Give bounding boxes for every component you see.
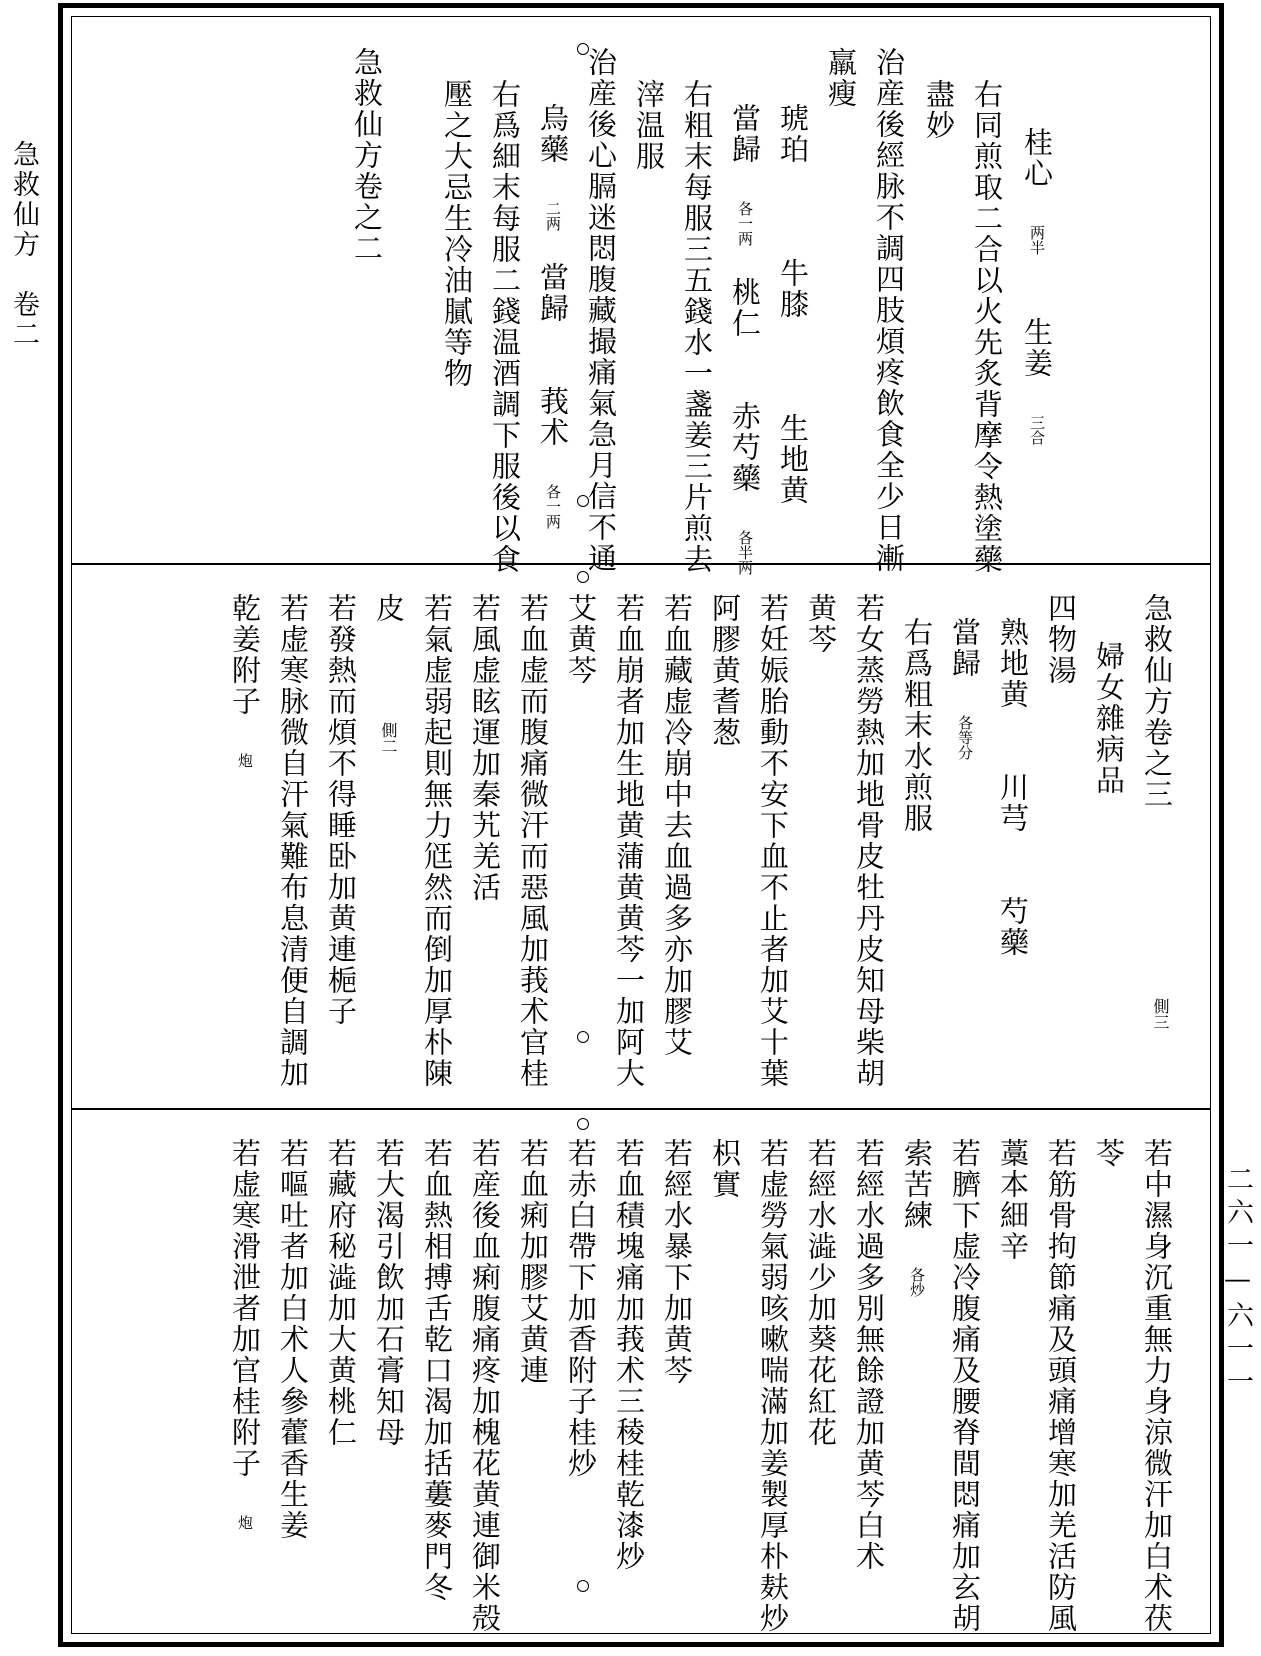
annotation-note: 各等分 xyxy=(956,715,974,760)
annotation-note: 炮 xyxy=(236,1515,254,1530)
text-column: 若風虚眩運加秦艽羌活 xyxy=(468,593,502,903)
text-column: 若産後血痢腹痛疼加槐花黄連御米殻 xyxy=(468,1138,502,1634)
annotation-note: 各炒 xyxy=(908,1267,926,1297)
text-column: 若血熱相搏舌乾口渴加括蔞麥門冬 xyxy=(420,1138,454,1603)
annotation-note: 各一两 xyxy=(736,201,754,246)
circle-mark xyxy=(577,1118,589,1130)
text-column: 黄芩 xyxy=(804,593,838,655)
text-column: 苓 xyxy=(1092,1138,1126,1169)
text-column: 藁本細辛 xyxy=(996,1138,1030,1262)
text-column: 治産後經脉不調四肢煩疼飲食全少日漸 xyxy=(872,47,906,574)
annotation-note: 各半两 xyxy=(736,530,754,575)
left-margin-header: 急救仙方 卷二 xyxy=(8,140,39,350)
text-column: 婦女雜病品 xyxy=(1092,641,1126,796)
text-column: 右粗末每服三五錢水一盞姜三片煎去 xyxy=(680,79,714,575)
text-column: 若經水暴下加黄芩 xyxy=(660,1138,694,1386)
text-column: 艾黄芩 xyxy=(564,593,598,686)
side-note: 側二 xyxy=(379,722,398,754)
circle-mark xyxy=(577,1031,589,1043)
text-column: 右爲細末每服二錢温酒調下服後以食 xyxy=(488,79,522,575)
panel-bottom xyxy=(72,1110,1210,1633)
text-column: 急救仙方卷之二 xyxy=(350,47,384,264)
text-column: 若血痢加膠艾黄連 xyxy=(516,1138,550,1386)
panel-middle xyxy=(72,565,1210,1110)
text-column: 治産後心膈迷悶腹藏撮痛氣急月信不通 xyxy=(584,47,618,574)
text-column: 若臍下虚冷腹痛及腰脊間悶痛加玄胡 xyxy=(948,1138,982,1634)
text-column: 若虚勞氣弱咳嗽喘滿加姜製厚朴麸炒 xyxy=(756,1138,790,1634)
text-column: 若筋骨拘節痛及頭痛增寒加羌活防風 xyxy=(1044,1138,1078,1634)
text-column: 當歸 各等分 xyxy=(948,617,982,760)
text-column: 羸瘦 xyxy=(824,47,858,109)
annotation-note: 各一两 xyxy=(544,484,562,529)
text-column: 右同煎取二合以火先炙背摩令熱塗藥 xyxy=(970,79,1004,575)
annotation-note: 炮 xyxy=(236,753,254,768)
text-column: 若發熱而煩不得睡卧加黄連梔子 xyxy=(324,593,358,1027)
text-column: 若嘔吐者加白术人參藿香生姜 xyxy=(276,1138,310,1541)
text-column: 阿膠黄耆葱 xyxy=(708,593,742,748)
text-column: 盡妙 xyxy=(922,79,956,141)
text-column: 若血崩者加生地黄蒲黄黄芩一加阿大 xyxy=(612,593,646,1089)
text-column: 若血藏虚冷崩中去血過多亦加膠艾 xyxy=(660,593,694,1058)
text-column: 索苦練 各炒 xyxy=(900,1138,934,1297)
text-column: 右爲粗末水煎服 xyxy=(900,617,934,834)
circle-mark xyxy=(577,571,589,583)
annotation-note: 三合 xyxy=(1028,415,1046,445)
side-note: 側三 xyxy=(1151,998,1170,1030)
text-column: 若女蒸勞熱加地骨皮牡丹皮知母柴胡 xyxy=(852,593,886,1089)
text-column: 四物湯 xyxy=(1044,593,1078,686)
text-column: 若虚寒脉微自汗氣難布息清便自調加 xyxy=(276,593,310,1089)
panel-top xyxy=(72,17,1210,575)
text-column: 若中濕身沉重無力身涼微汗加白术茯 xyxy=(1140,1138,1174,1634)
annotation-note: 两半 xyxy=(1028,225,1046,255)
text-column: 皮 xyxy=(372,593,406,624)
text-column: 若血積塊痛加莪术三稜桂乾漆炒 xyxy=(612,1138,646,1572)
annotation-note: 二两 xyxy=(544,201,562,231)
text-column: 若藏府秘澁加大黄桃仁 xyxy=(324,1138,358,1448)
text-column: 若經水澁少加葵花紅花 xyxy=(804,1138,838,1448)
text-column: 熟地黄 川芎 芍藥 xyxy=(996,617,1030,958)
text-column: 若大渴引飲加石膏知母 xyxy=(372,1138,406,1448)
text-column: 若赤白帶下加香附子桂炒 xyxy=(564,1138,598,1479)
text-column: 若妊娠胎動不安下血不止者加艾十葉 xyxy=(756,593,790,1089)
text-column: 琥珀 牛膝 生地黄 xyxy=(776,103,810,506)
text-column: 若血虚而腹痛微汗而惡風加莪术官桂 xyxy=(516,593,550,1089)
text-column: 若氣虚弱起則無力尩然而倒加厚朴陳 xyxy=(420,593,454,1089)
page-frame xyxy=(58,3,1224,1647)
text-column: 滓温服 xyxy=(632,79,666,172)
page-number: 二六一—六一一 xyxy=(1222,1165,1253,1400)
circle-mark xyxy=(577,1580,589,1592)
text-column: 壓之大忌生冷油膩等物 xyxy=(440,79,474,389)
text-column: 乾姜附子 炮 xyxy=(228,593,262,768)
text-column: 若虚寒滑泄者加官桂附子 炮 xyxy=(228,1138,262,1530)
text-column: 烏藥 二两 當歸 莪术 各一两 xyxy=(536,103,570,529)
text-column: 若經水過多別無餘證加黄芩白术 xyxy=(852,1138,886,1572)
text-column: 當歸 各一两 桃仁 赤芍藥 各半两 xyxy=(728,103,762,575)
text-column: 枳實 xyxy=(708,1138,742,1200)
text-column: 急救仙方卷之三 xyxy=(1140,593,1174,810)
text-column: 桂心 两半 生姜 三合 xyxy=(1020,127,1054,445)
inner-frame xyxy=(71,16,1211,1634)
